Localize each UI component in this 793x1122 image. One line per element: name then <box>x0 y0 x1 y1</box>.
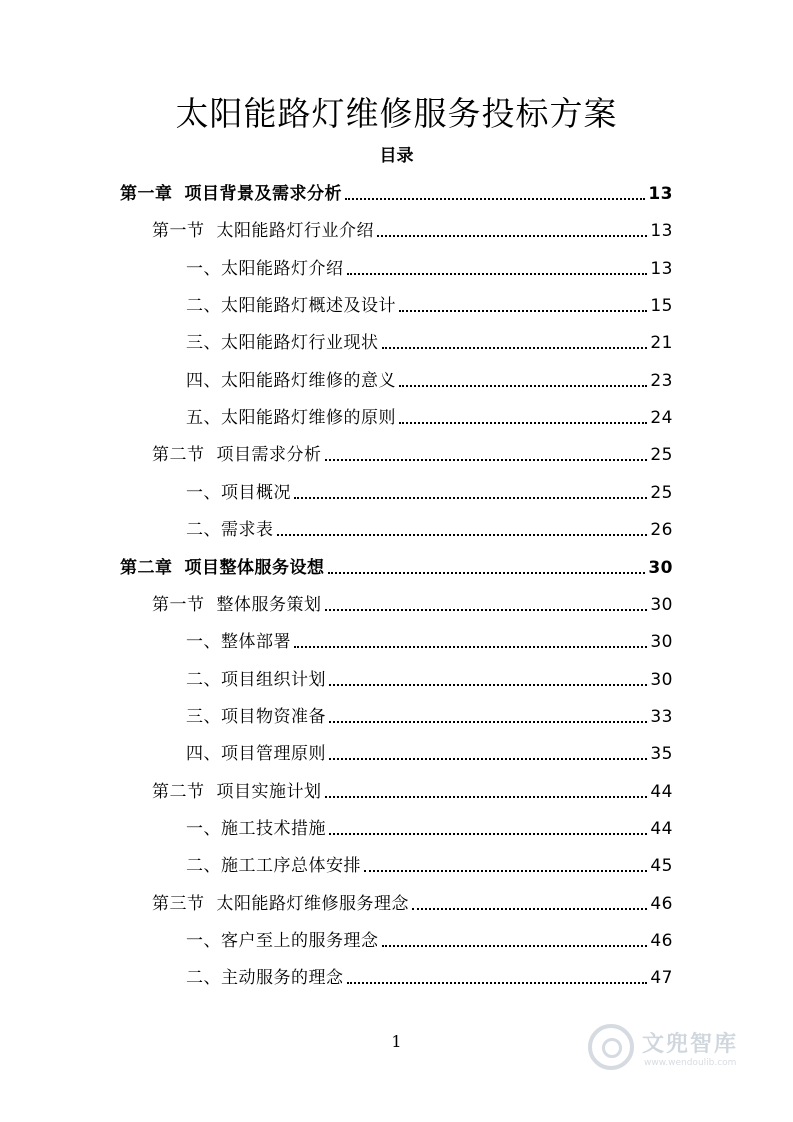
toc-dot-leader <box>329 721 647 723</box>
toc-dot-leader <box>377 235 647 237</box>
toc-entry-label <box>186 294 396 318</box>
toc-entry-label <box>186 518 274 542</box>
toc-entry-text: 项目组织计划 <box>221 669 326 690</box>
toc-dot-leader <box>399 422 647 424</box>
toc-entry-text: 项目物资准备 <box>221 706 326 727</box>
toc-entry-label <box>152 780 322 804</box>
toc-entry-label <box>152 892 409 916</box>
toc-entry-number: 二、 <box>186 856 221 877</box>
toc-entry-page: 23 <box>650 370 673 391</box>
toc-heading: 目录 <box>379 146 414 166</box>
watermark-url: www.wendoulib.com <box>644 1057 737 1068</box>
toc-entry-page: 21 <box>650 333 673 354</box>
toc-dot-leader <box>329 758 647 760</box>
toc-section-entry[interactable] <box>152 780 673 804</box>
toc-entry-label <box>186 481 291 505</box>
toc-entry-number: 第一节 <box>152 594 205 615</box>
toc-dot-leader <box>347 273 648 275</box>
toc-entry-number: 第二节 <box>152 781 205 802</box>
toc-dot-leader <box>345 198 645 200</box>
toc-entry-label <box>186 705 326 729</box>
toc-entry-text: 主动服务的理念 <box>221 968 344 989</box>
toc-subsection-entry[interactable] <box>186 257 673 281</box>
toc-entry-number: 第二章 <box>120 557 173 578</box>
toc-subsection-entry[interactable] <box>186 854 673 878</box>
toc-entry-text: 项目概况 <box>221 482 291 503</box>
toc-entry-number: 三、 <box>186 706 221 727</box>
toc-entry-page: 30 <box>650 594 673 615</box>
toc-entry-number: 二、 <box>186 968 221 989</box>
toc-entry-text: 客户至上的服务理念 <box>221 931 379 951</box>
toc-entry-number: 一、 <box>186 818 221 839</box>
toc-entry-label <box>186 331 379 355</box>
toc-entry-label <box>186 369 396 393</box>
toc-section-entry[interactable] <box>152 892 673 916</box>
toc-dot-leader <box>382 347 648 349</box>
toc-entry-number: 第一章 <box>120 184 173 204</box>
toc-subsection-entry[interactable] <box>186 742 673 766</box>
toc-subsection-entry[interactable] <box>186 705 673 729</box>
toc-entry-text: 太阳能路灯行业现状 <box>221 333 379 354</box>
toc-entry-text: 需求表 <box>221 520 274 541</box>
toc-entry-number: 一、 <box>186 258 221 279</box>
toc-subsection-entry[interactable] <box>186 331 673 355</box>
toc-entry-text: 项目背景及需求分析 <box>184 184 342 204</box>
toc-subsection-entry[interactable] <box>186 630 673 654</box>
toc-entry-number: 四、 <box>186 370 221 391</box>
toc-chapter-entry[interactable] <box>120 556 673 580</box>
toc-subsection-entry[interactable] <box>186 817 673 841</box>
toc-entry-page: 26 <box>650 520 673 541</box>
page-number: 1 <box>391 1032 402 1051</box>
toc-entry-number: 四、 <box>186 744 221 765</box>
toc-entry-page: 33 <box>650 706 673 727</box>
toc-entry-page: 30 <box>648 557 673 578</box>
toc-entry-number: 五、 <box>186 408 221 429</box>
toc-entry-text: 项目整体服务设想 <box>184 557 325 578</box>
toc-entry-page: 44 <box>650 781 673 802</box>
toc-entry-label <box>152 219 374 243</box>
toc-dot-leader <box>328 572 646 574</box>
watermark <box>588 1018 758 1076</box>
toc-section-entry[interactable] <box>152 219 673 243</box>
toc-dot-leader <box>399 310 647 312</box>
toc-entry-page: 24 <box>650 408 673 429</box>
toc-subsection-entry[interactable] <box>186 369 673 393</box>
toc-entry-number: 第一节 <box>152 221 205 242</box>
toc-entry-label <box>186 854 361 878</box>
toc-entry-page: 25 <box>650 445 673 466</box>
toc-entry-label <box>120 182 342 206</box>
toc-entry-text: 项目实施计划 <box>216 781 322 802</box>
toc-entry-label <box>120 556 325 580</box>
toc-dot-leader <box>364 870 647 872</box>
toc-entry-text: 项目管理原则 <box>221 744 326 765</box>
toc-entry-number: 一、 <box>186 632 221 653</box>
toc-entry-page: 13 <box>650 258 673 279</box>
toc-dot-leader <box>294 646 647 648</box>
toc-dot-leader <box>399 385 647 387</box>
toc-entry-number: 一、 <box>186 482 221 503</box>
watermark-name: 文兜智库 <box>642 1031 739 1057</box>
toc-entry-text: 施工工序总体安排 <box>221 856 361 877</box>
toc-dot-leader <box>277 534 648 536</box>
toc-entry-number: 二、 <box>186 669 221 690</box>
toc-section-entry[interactable] <box>152 443 673 467</box>
toc-entry-text: 太阳能路灯行业介绍 <box>216 221 374 242</box>
toc-entry-label <box>186 257 344 281</box>
toc-entry-page: 15 <box>650 296 673 317</box>
toc-entry-label <box>186 929 379 953</box>
toc-subsection-entry[interactable] <box>186 929 673 953</box>
toc-entry-number: 二、 <box>186 296 221 317</box>
toc-entry-number: 三、 <box>186 333 221 354</box>
toc-dot-leader <box>382 945 648 947</box>
toc-entry-page: 13 <box>648 184 673 204</box>
toc-dot-leader <box>329 833 647 835</box>
document-title: 太阳能路灯维修服务投标方案 <box>175 94 618 133</box>
toc-dot-leader <box>325 609 648 611</box>
toc-dot-leader <box>412 908 647 910</box>
toc-subsection-entry[interactable] <box>186 481 673 505</box>
toc-entry-page: 46 <box>650 893 673 914</box>
toc-entry-page: 45 <box>650 856 673 877</box>
toc-chapter-entry[interactable] <box>120 182 673 206</box>
toc-entry-number: 二、 <box>186 520 221 541</box>
toc-subsection-entry[interactable] <box>186 294 673 318</box>
toc-dot-leader <box>294 497 647 499</box>
toc-subsection-entry[interactable] <box>186 406 673 430</box>
toc-entry-label <box>186 817 326 841</box>
toc-entry-page: 35 <box>650 744 673 765</box>
toc-entry-text: 太阳能路灯维修的原则 <box>221 408 396 429</box>
toc-dot-leader <box>347 982 648 984</box>
toc-entry-text: 整体部署 <box>221 632 291 653</box>
toc-entry-label <box>186 406 396 430</box>
toc-dot-leader <box>329 684 647 686</box>
toc-entry-label <box>186 630 291 654</box>
toc-entry-page: 25 <box>650 482 673 503</box>
toc-entry-label <box>186 966 344 990</box>
toc-subsection-entry[interactable] <box>186 668 673 692</box>
toc-entry-text: 整体服务策划 <box>216 594 322 615</box>
toc-entry-label <box>152 443 322 467</box>
toc-dot-leader <box>325 459 648 461</box>
toc-entry-page: 47 <box>650 968 673 989</box>
toc-entry-number: 第三节 <box>152 893 205 914</box>
toc-entry-page: 13 <box>650 221 673 242</box>
toc-entry-text: 太阳能路灯维修服务理念 <box>216 893 409 914</box>
toc-subsection-entry[interactable] <box>186 966 673 990</box>
wendou-logo-icon <box>588 1024 634 1070</box>
toc-entry-number: 第二节 <box>152 445 205 466</box>
toc-entry-number: 一、 <box>186 931 221 951</box>
toc-entry-label <box>186 742 326 766</box>
toc-entry-text: 太阳能路灯介绍 <box>221 258 344 279</box>
toc-entry-page: 46 <box>650 931 673 951</box>
toc-entry-text: 太阳能路灯维修的意义 <box>221 370 396 391</box>
toc-entry-label <box>186 668 326 692</box>
toc-dot-leader <box>325 796 648 798</box>
toc-entry-text: 施工技术措施 <box>221 818 326 839</box>
toc-entry-page: 30 <box>650 669 673 690</box>
toc-subsection-entry[interactable] <box>186 518 673 542</box>
toc-entry-text: 太阳能路灯概述及设计 <box>221 296 396 317</box>
toc-entry-page: 44 <box>650 818 673 839</box>
toc-section-entry[interactable] <box>152 593 673 617</box>
toc-entry-label <box>152 593 322 617</box>
toc-entry-text: 项目需求分析 <box>216 445 322 466</box>
toc-entry-page: 30 <box>650 632 673 653</box>
